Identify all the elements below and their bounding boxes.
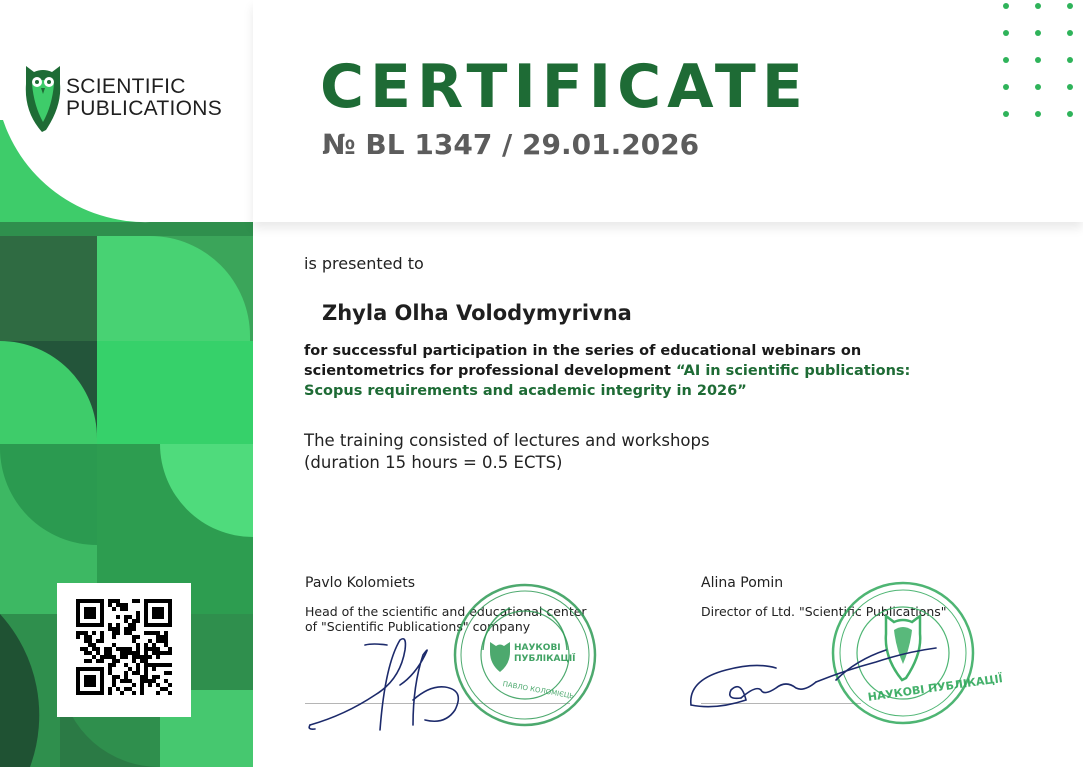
qr-code — [57, 583, 191, 717]
signatory-2-title-1: Director of Ltd. "Scientific Publications" — [701, 604, 947, 619]
handwritten-signature-1 — [305, 625, 505, 740]
qr-code-icon — [76, 599, 172, 695]
training-line-1: The training consisted of lectures and workshops — [304, 431, 710, 450]
svg-text:ПУБЛІКАЦІЇ: ПУБЛІКАЦІЇ — [514, 654, 576, 664]
signatory-1-name: Pavlo Kolomiets — [305, 575, 416, 591]
certificate-title: CERTIFICATE — [320, 52, 809, 122]
brand-line-1: SCIENTIFIC — [66, 75, 186, 98]
recipient-name: Zhyla Olha Volodymyrivna — [322, 301, 632, 325]
training-info — [304, 430, 924, 474]
svg-text:НАУКОВІ ПУБЛІКАЦІЇ: НАУКОВІ ПУБЛІКАЦІЇ — [866, 672, 1004, 704]
signatory-2-name: Alina Pomin — [701, 575, 784, 591]
logo-area — [0, 0, 253, 222]
training-line-2: (duration 15 hours = 0.5 ECTS) — [304, 453, 563, 472]
svg-text:НАУКОВІ: НАУКОВІ — [514, 643, 561, 653]
certificate-number: № BL 1347 / 29.01.2026 — [322, 128, 700, 161]
owl-logo-icon — [22, 62, 64, 134]
handwritten-signature-2 — [686, 630, 946, 720]
description-text: for successful participation in the series of educational webinars on scientometrics for professional development — [304, 343, 862, 379]
signatory-1-title-1: Head of the scientific and educational center — [305, 604, 587, 619]
course-title: “AI in scientific publications: Scopus requirements and academic integrity in 2026” — [304, 363, 911, 399]
signatory-1-title-2: of "Scientific Publications" company — [305, 619, 531, 634]
presented-label: is presented to — [304, 254, 424, 273]
brand-line-2: PUBLICATIONS — [66, 97, 223, 120]
description — [304, 341, 964, 401]
decorative-dots — [998, 0, 1078, 125]
brand-wordmark — [66, 76, 222, 120]
left-decor-panel — [0, 0, 253, 767]
svg-text:ПАВЛО КОЛОМІЄЦЬ: ПАВЛО КОЛОМІЄЦЬ — [502, 680, 575, 701]
